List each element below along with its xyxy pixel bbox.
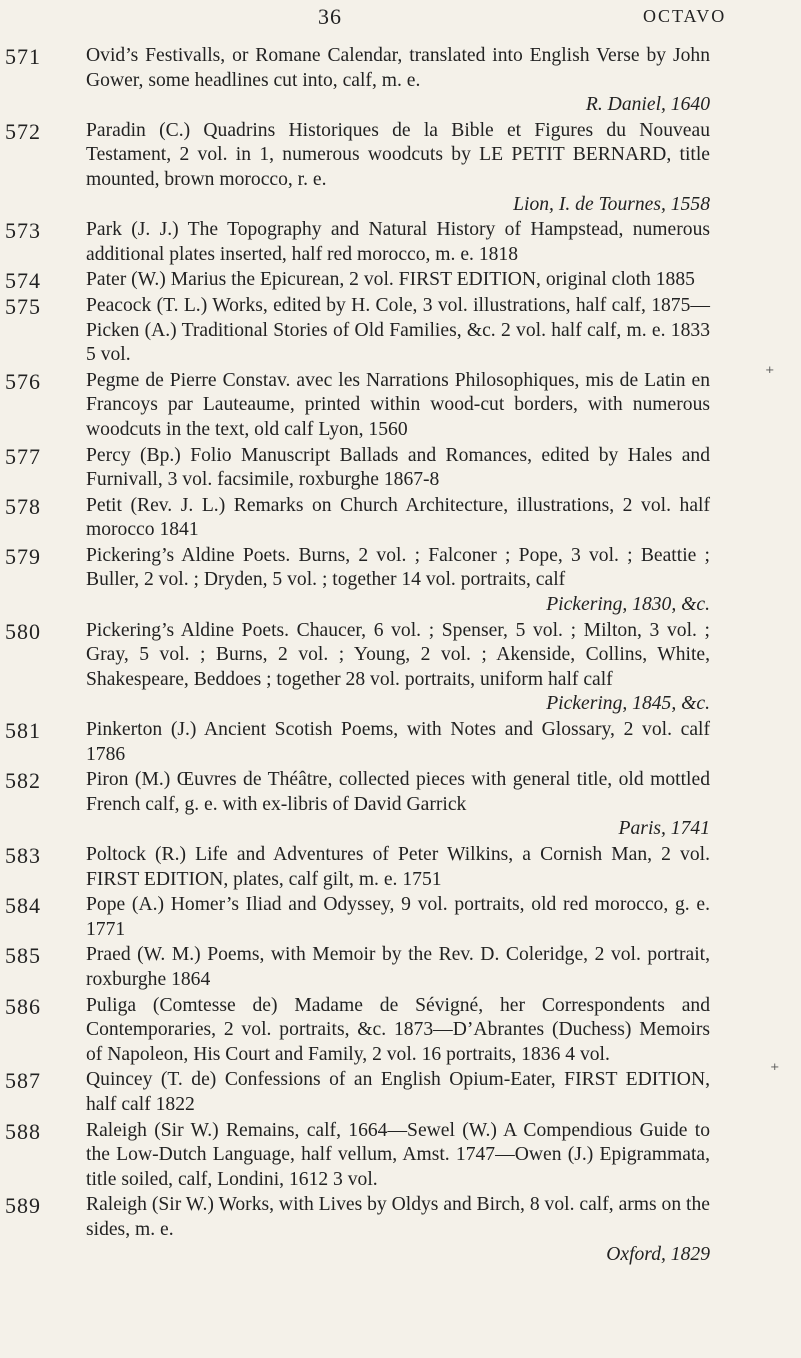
page-number: 36 bbox=[318, 4, 342, 29]
lot-number: 571 bbox=[5, 44, 41, 69]
lot-number: 576 bbox=[5, 368, 41, 394]
entry-description: Raleigh (Sir W.) Remains, calf, 1664—Sewel (W.) A Compendious Guide to the Low-Dutch Language, half vellum, Amst. 1747—Owen (J.) Epigrammata, title soiled, calf, Londini, 1612 3 vol. bbox=[86, 1119, 710, 1190]
catalogue-entry bbox=[0, 544, 710, 618]
entry-description: Percy (Bp.) Folio Manuscript Ballads and Romances, edited by Hales and Furnivall, 3 vol. facsimile, roxburghe 1867-8 bbox=[86, 444, 710, 491]
catalogue-entry bbox=[0, 119, 710, 217]
catalogue-entry bbox=[0, 44, 710, 118]
catalogue-entry bbox=[0, 619, 710, 717]
catalogue-entry bbox=[0, 294, 710, 368]
catalogue-entry bbox=[0, 268, 710, 293]
entry-description: Puliga (Comtesse de) Madame de Sévigné, her Correspondents and Contemporaries, 2 vol. portraits, &c. 1873—D’Abrantes (Duchess) Memoirs of Napoleon, His Court and Family, 2 vol. 16 portraits, 1836 4 vol. bbox=[86, 994, 710, 1065]
catalogue-entry bbox=[0, 943, 710, 992]
catalogue-entry bbox=[0, 893, 710, 942]
catalogue-entry bbox=[0, 768, 710, 842]
entry-description: Pope (A.) Homer’s Iliad and Odyssey, 9 vol. portraits, old red morocco, g. e. 1771 bbox=[86, 894, 710, 940]
lot-number: 582 bbox=[5, 768, 41, 794]
lot-number: 588 bbox=[5, 1118, 41, 1144]
lot-number: 580 bbox=[5, 618, 41, 644]
lot-number: 578 bbox=[5, 493, 41, 519]
entry-description: Praed (W. M.) Poems, with Memoir by the Rev. D. Coleridge, 2 vol. portrait, roxburghe 1864 bbox=[86, 944, 710, 990]
entry-imprint: Lion, I. de Tournes, 1558 bbox=[513, 193, 710, 215]
lot-number: 572 bbox=[5, 118, 41, 144]
entry-description: Petit (Rev. J. L.) Remarks on Church Architecture, illustrations, 2 vol. half morocco 1841 bbox=[86, 494, 710, 541]
catalogue-entry bbox=[0, 718, 710, 767]
lot-number: 587 bbox=[5, 1068, 41, 1094]
entry-description: Pegme de Pierre Constav. avec les Narrations Philosophiques, mis de Latin en Francoys par Lauteaume, printed within wood-cut borders, with numerous woodcuts in the text, old calf Lyon, 1560 bbox=[86, 369, 710, 440]
margin-mark: ⁺ bbox=[770, 1060, 780, 1080]
lot-number: 579 bbox=[5, 543, 41, 569]
lot-number: 574 bbox=[5, 268, 41, 294]
entry-imprint: R. Daniel, 1640 bbox=[585, 94, 710, 116]
lot-number: 581 bbox=[5, 718, 41, 744]
entry-description: Piron (M.) Œuvres de Théâtre, collected pieces with general title, old mottled French calf, g. e. with ex-libris of David Garrick bbox=[86, 769, 710, 815]
lot-number: 583 bbox=[5, 843, 41, 868]
entry-description: Poltock (R.) Life and Adventures of Peter Wilkins, a Cornish Man, 2 vol. FIRST EDITION, plates, calf gilt, m. e. 1751 bbox=[86, 844, 710, 890]
catalogue-entry bbox=[0, 1193, 710, 1267]
catalogue-entries bbox=[0, 44, 801, 1268]
lot-number: 586 bbox=[5, 993, 41, 1019]
lot-number: 573 bbox=[5, 218, 41, 244]
lot-number: 589 bbox=[5, 1193, 41, 1219]
entry-description: Pater (W.) Marius the Epicurean, 2 vol. FIRST EDITION, original cloth 1885 bbox=[86, 269, 695, 291]
margin-mark: ⁺ bbox=[765, 363, 775, 383]
catalogue-entry bbox=[0, 843, 710, 892]
entry-description: Pickering’s Aldine Poets. Chaucer, 6 vol. ; Spenser, 5 vol. ; Milton, 3 vol. ; Gray, 5 vol. ; Burns, 2 vol. ; Young, 2 vol. ; Akenside, Collins, White, Shakespeare, Beddoes ; together 28 vol. portraits, uniform half calf bbox=[86, 619, 710, 690]
entry-description: Raleigh (Sir W.) Works, with Lives by Oldys and Birch, 8 vol. calf, arms on the sides, m. e. bbox=[86, 1194, 710, 1240]
lot-number: 575 bbox=[5, 293, 41, 319]
running-head: OCTAVO bbox=[643, 6, 727, 26]
lot-number: 577 bbox=[5, 443, 41, 469]
catalogue-entry bbox=[0, 1119, 710, 1193]
entry-description: Pickering’s Aldine Poets. Burns, 2 vol. ; Falconer ; Pope, 3 vol. ; Beattie ; Buller, 2 vol. ; Dryden, 5 vol. ; together 14 vol. portraits, calf bbox=[86, 544, 710, 591]
catalogue-entry bbox=[0, 444, 710, 493]
entry-imprint: Oxford, 1829 bbox=[606, 1243, 710, 1265]
entry-description: Quincey (T. de) Confessions of an English Opium-Eater, FIRST EDITION, half calf 1822 bbox=[86, 1069, 710, 1115]
catalogue-entry bbox=[0, 369, 710, 443]
entry-imprint: Pickering, 1845, &c. bbox=[546, 693, 710, 715]
entry-description: Peacock (T. L.) Works, edited by H. Cole, 3 vol. illustrations, half calf, 1875—Picken (A.) Traditional Stories of Old Families, &c. 2 vol. half calf, m. e. 1833 5 vol. bbox=[86, 294, 710, 366]
entry-description: Paradin (C.) Quadrins Historiques de la Bible et Figures du Nouveau Testament, 2 vol. in 1, numerous woodcuts by LE PETIT BERNARD, title mounted, brown morocco, r. e. bbox=[86, 119, 710, 190]
entry-imprint: Pickering, 1830, &c. bbox=[546, 594, 710, 616]
entry-imprint: Paris, 1741 bbox=[618, 818, 710, 840]
catalogue-entry bbox=[0, 1068, 710, 1117]
catalogue-entry bbox=[0, 994, 710, 1068]
catalogue-entry bbox=[0, 218, 710, 267]
lot-number: 584 bbox=[5, 893, 41, 919]
entry-description: Park (J. J.) The Topography and Natural History of Hampstead, numerous additional plates inserted, half red morocco, m. e. 1818 bbox=[86, 219, 710, 265]
entry-description: Pinkerton (J.) Ancient Scotish Poems, with Notes and Glossary, 2 vol. calf 1786 bbox=[86, 719, 710, 765]
entry-description: Ovid’s Festivalls, or Romane Calendar, translated into English Verse by John Gower, some headlines cut into, calf, m. e. bbox=[86, 45, 710, 91]
lot-number: 585 bbox=[5, 943, 41, 969]
catalogue-entry bbox=[0, 494, 710, 543]
